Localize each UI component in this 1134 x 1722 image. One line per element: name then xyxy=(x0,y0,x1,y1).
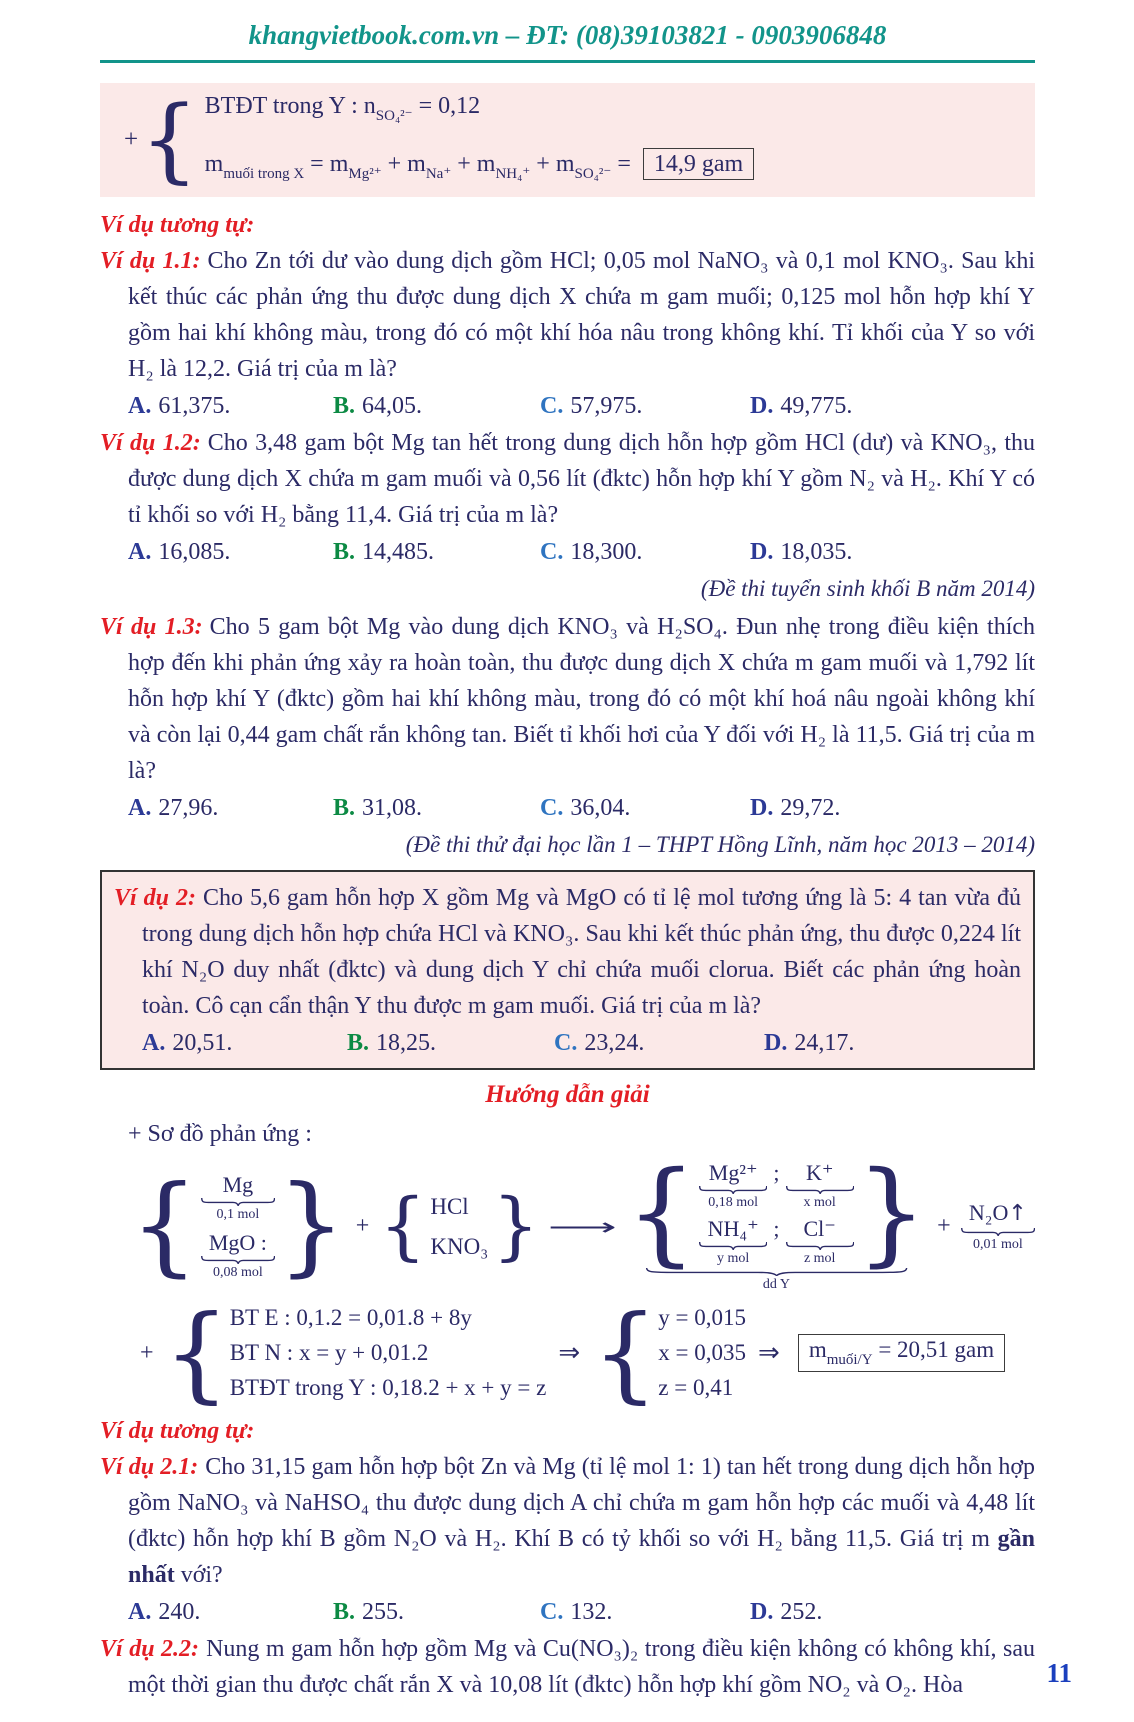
ion-cl: Cl⁻ z mol xyxy=(786,1216,854,1268)
implies-icon: ⇒ xyxy=(758,1338,780,1369)
example-1-2-text: Cho 3,48 gam bột Mg tan hết trong dung dịch hỗn hợp gồm HCl (dư) và KNO₃, thu được dung dịch X chứa m gam muối và 0,56 lít (đktc) hỗn hợp khí Y gồm N₂ và H₂. Khí Y có tỉ khối so với H₂ bằng 11,4. Giá trị của m là? xyxy=(128,430,1036,528)
example-1-3-text: Cho 5 gam bột Mg vào dung dịch KNO₃ và H₂SO₄. Đun nhẹ trong điều kiện thích hợp đến khi phản ứng xảy ra hoàn toàn, thu được dung dịch X chứa m gam muối và 1,792 lít hỗn hợp khí Y (đktc) gồm hai khí không màu, trong đó có một khí hoá nâu ngoài không khí và còn lại 0,44 gam chất rắn không tan. Biết tỉ khối hơi của Y đối với H₂ là 11,5. Giá trị của m là? xyxy=(128,614,1036,784)
reaction-scheme xyxy=(130,1147,1035,1293)
answer-c: C. 18,300. xyxy=(540,539,643,565)
example-1-1 xyxy=(100,243,1035,387)
answer-a: A. 240. xyxy=(128,1599,201,1626)
products-group xyxy=(625,1147,928,1293)
left-brace-icon: { xyxy=(130,1163,199,1289)
reaction-arrow-icon: ⟶ xyxy=(548,1212,617,1241)
plus-sign: + xyxy=(355,1213,370,1240)
answer-d: D. 24,17. xyxy=(764,1030,855,1056)
answer-d: D. 29,72. xyxy=(750,795,841,821)
solution-label: dd Y xyxy=(762,1276,790,1292)
answers-row-1-1 xyxy=(100,387,1035,425)
answer-d: D. 252. xyxy=(750,1599,823,1626)
example-1-1-label: Ví dụ 1.1: xyxy=(100,248,201,274)
left-brace-icon: { xyxy=(140,86,199,194)
up-arrow-icon: ↑ xyxy=(1008,1201,1027,1227)
example-1-1-text: Cho Zn tới dư vào dung dịch gồm HCl; 0,05 mol NaNO₃ và 0,1 mol KNO₃. Sau khi kết thúc các phản ứng thu được dung dịch X chứa m gam muối; 0,125 mol hỗn hợp khí Y gồm hai khí không màu, trong đó có một khí hóa nâu trong không khí. Tỉ khối của Y so với H₂ là 12,2. Giá trị của m là? xyxy=(128,248,1036,382)
species-mg: Mg 0,1 mol xyxy=(201,1172,275,1224)
example-2 xyxy=(114,880,1021,1024)
answer-d: D. 49,775. xyxy=(750,393,853,419)
formula-subscript: SO₄²⁻ xyxy=(375,108,413,124)
answers-row-2 xyxy=(114,1024,1021,1062)
formula-subscript: Na⁺ xyxy=(425,166,452,182)
example-1-3 xyxy=(100,609,1035,789)
answers-row-1-3 xyxy=(100,789,1035,827)
equation-bte: BT E : 0,1.2 = 0,01.8 + 8y xyxy=(229,1305,472,1331)
example-2-box xyxy=(100,870,1035,1070)
answers-row-1-2 xyxy=(100,533,1035,571)
underbrace-icon xyxy=(699,1242,767,1250)
ion-row-1 xyxy=(699,1160,854,1212)
underbrace-icon xyxy=(786,1186,854,1194)
right-brace-icon: } xyxy=(855,1147,928,1278)
answer-b: B. 255. xyxy=(333,1599,405,1626)
example-2-2-text: Nung m gam hỗn hợp gồm Mg và Cu(NO₃)₂ trong điều kiện không có không khí, sau một thời gian thu được chất rắn X và 10,08 lít (đktc) hỗn hợp khí gồm NO₂ và O₂. Hòa xyxy=(128,1636,1036,1699)
separator: ; xyxy=(773,1215,780,1241)
answer-a: A. 20,51. xyxy=(142,1030,233,1056)
value-z: z = 0,41 xyxy=(658,1375,734,1401)
formula-subscript: NH₄⁺ xyxy=(495,166,531,182)
underbrace-icon xyxy=(961,1228,1035,1236)
example-2-label: Ví dụ 2: xyxy=(114,885,196,911)
plus-sign: + xyxy=(140,1339,154,1366)
answer-a: A. 61,375. xyxy=(128,393,231,419)
equation-btdt: BTĐT trong Y : 0,18.2 + x + y = z xyxy=(229,1375,547,1401)
underbrace-icon xyxy=(201,1256,275,1264)
underbrace-icon xyxy=(644,1268,909,1276)
formula-text: + m xyxy=(381,151,426,177)
example-2-1 xyxy=(100,1449,1035,1593)
result-box: 14,9 gam xyxy=(643,148,754,180)
example-2-1-text-end: với? xyxy=(174,1562,223,1589)
ion-row-2 xyxy=(699,1216,854,1268)
answer-c: C. 36,04. xyxy=(540,795,631,821)
right-brace-icon: } xyxy=(492,1183,540,1270)
formula-lines xyxy=(205,91,755,189)
solution-values xyxy=(658,1303,746,1403)
underbrace-icon xyxy=(786,1242,854,1250)
answer-b: B. 31,08. xyxy=(333,795,423,821)
reagent-hcl: HCl xyxy=(430,1193,469,1219)
right-brace-icon: } xyxy=(277,1163,346,1289)
summary-formula-box xyxy=(100,83,1035,197)
formula-text: m xyxy=(204,151,224,177)
example-1-2-label: Ví dụ 1.2: xyxy=(100,430,201,456)
ion-k: K⁺ x mol xyxy=(786,1160,854,1212)
underbrace-icon xyxy=(699,1186,767,1194)
reagent-kno3: KNO₃ xyxy=(430,1233,489,1259)
implies-icon: ⇒ xyxy=(558,1338,581,1369)
reagent-stack xyxy=(430,1194,488,1260)
underbrace-icon xyxy=(201,1198,275,1206)
gas-n2o: N₂O↑ 0,01 mol xyxy=(961,1200,1035,1253)
formula-subscript: SO₄²⁻ xyxy=(574,166,612,182)
value-y: y = 0,015 xyxy=(658,1305,747,1331)
answer-c: C. 132. xyxy=(540,1599,613,1626)
plus-sign: + xyxy=(937,1213,951,1240)
page-number: 11 xyxy=(1046,1658,1072,1688)
species-mgo: MgO : 0,08 mol xyxy=(201,1230,275,1282)
formula-text: = xyxy=(611,151,637,177)
similar-examples-heading: Ví dụ tương tự: xyxy=(100,212,255,238)
charge-balance-line xyxy=(205,91,755,131)
example-2-1-text: Cho 31,15 gam hỗn hợp bột Zn và Mg (tỉ lệ mol 1: 1) tan hết trong dung dịch hỗn hợp gồm NaNO₃ và NaHSO₄ thu được dung dịch A chỉ chứa m gam hỗn hợp các muối và 4,48 lít (đktc) hỗn hợp khí B gồm N₂O và H₂. Khí B có tỷ khối so với H₂ bằng 11,5. Giá trị m xyxy=(128,1454,1036,1553)
answer-c: C. 23,24. xyxy=(554,1030,645,1056)
answer-b: B. 14,485. xyxy=(333,539,435,565)
formula-text: + m xyxy=(530,151,575,177)
scheme-label: + Sơ đồ phản ứng : xyxy=(128,1121,312,1147)
ion-stack xyxy=(699,1160,854,1268)
example-2-1-label: Ví dụ 2.1: xyxy=(100,1454,199,1481)
bold-text: gần nhất xyxy=(128,1526,1035,1589)
formula-text: = m xyxy=(304,151,349,177)
formula-text: BTĐT trong Y : n xyxy=(204,93,376,119)
separator: ; xyxy=(773,1160,780,1185)
left-brace-icon: { xyxy=(163,1291,230,1414)
products-row xyxy=(625,1147,928,1278)
answers-row-2-1 xyxy=(100,1593,1035,1631)
left-brace-icon: { xyxy=(625,1147,697,1278)
answer-d: D. 18,035. xyxy=(750,539,853,565)
equation-btn: BT N : x = y + 0,01.2 xyxy=(229,1340,429,1366)
formula-subscript: Mg²⁺ xyxy=(348,166,382,182)
value-x: x = 0,035 xyxy=(658,1340,747,1366)
answer-c: C. 57,975. xyxy=(540,393,643,419)
left-brace-icon: { xyxy=(592,1291,659,1414)
example-1-3-label: Ví dụ 1.3: xyxy=(100,614,203,640)
example-2-2 xyxy=(100,1631,1035,1703)
final-answer-box: $m_{muối/Y} = 20,51$ gam xyxy=(798,1334,1005,1372)
example-2-2-label: Ví dụ 2.2: xyxy=(100,1636,200,1663)
answer-a: A. 16,085. xyxy=(128,539,231,565)
salt-mass-line xyxy=(205,149,755,189)
ion-mg2: Mg²⁺ 0,18 mol xyxy=(699,1160,767,1212)
example-1-2 xyxy=(100,425,1035,533)
exam-source-1-3: (Đề thi thử đại học lần 1 – THPT Hồng Lĩnh, năm học 2013 – 2014) xyxy=(405,832,1035,857)
reactant-stack xyxy=(201,1172,275,1282)
answer-b: B. 18,25. xyxy=(347,1030,437,1056)
answer-b: B. 64,05. xyxy=(333,393,423,419)
ion-nh4: NH₄⁺ y mol xyxy=(699,1216,767,1268)
example-2-text: Cho 5,6 gam hỗn hợp X gồm Mg và MgO có tỉ lệ mol tương ứng là 5: 4 tan vừa đủ trong dung dịch hỗn hợp chứa HCl và KNO₃. Sau khi kết thúc phản ứng, thu được 0,224 lít khí N₂O duy nhất (đktc) và dung dịch Y chỉ chứa muối clorua. Biết các phản ứng hoàn toàn. Cô cạn cẩn thận Y thu được m gam muối. Giá trị của m là? xyxy=(142,885,1022,1019)
formula-subscript: muối trong X xyxy=(223,166,305,182)
plus-sign: + xyxy=(124,126,139,153)
formula-text: + m xyxy=(451,151,496,177)
equation-system xyxy=(130,1291,1035,1414)
conservation-equations xyxy=(230,1303,547,1403)
solution-title: Hướng dẫn giải xyxy=(485,1081,650,1108)
answer-a: A. 27,96. xyxy=(128,795,219,821)
formula-text: = 0,12 xyxy=(412,93,481,119)
header-text: khangvietbook.com.vn – ĐT: (08)39103821 - 0903906848 xyxy=(248,20,887,50)
left-brace-icon: { xyxy=(379,1183,427,1270)
site-header xyxy=(100,20,1035,63)
exam-source-1-2: (Đề thi tuyển sinh khối B năm 2014) xyxy=(700,576,1035,601)
similar-examples-heading: Ví dụ tương tự: xyxy=(100,1418,255,1445)
